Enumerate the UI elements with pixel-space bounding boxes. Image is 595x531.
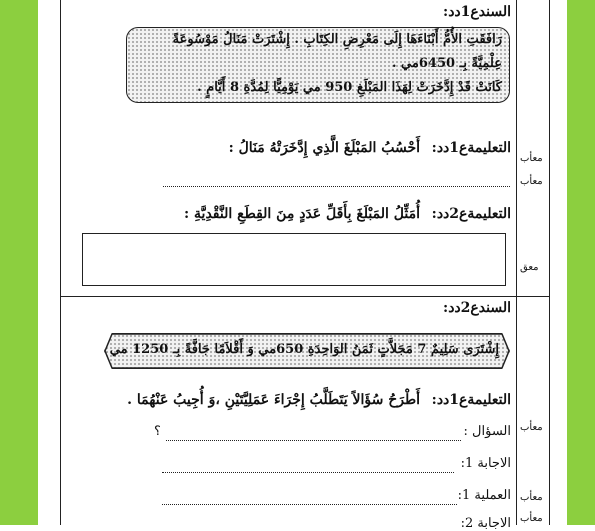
- task1-label: التعليمةع1دد:: [431, 140, 511, 156]
- task3-text: أَطْرَحُ سُؤَالاً يَتَطَلَّبُ إِجْرَاءَ عَمَلِيَّتَيْنِ ،وَ أُجِيبُ عَنْهُمَا .: [127, 392, 420, 408]
- support1-line2: عِلْمِيَّةً بِـ 6450مي .: [392, 56, 502, 71]
- question-mark: ؟: [154, 424, 161, 439]
- grading-margin-line: [516, 0, 517, 525]
- answer1-label: الاجابة 1:: [460, 456, 511, 471]
- margin-score-5: معأب: [520, 492, 543, 503]
- right-green-border: [567, 0, 595, 525]
- support1-line3: كَانَتْ قَدْ إِدَّخَرَتْ لِهَذَا المَبْلَغِ 950 مي يَوْمِيًّا لِمُدَّةِ 8 أَيَّامٍ .: [197, 80, 502, 95]
- operation1-line[interactable]: [162, 504, 457, 505]
- task2-label: التعليمةع2دد:: [431, 206, 511, 222]
- task3-label: التعليمةع1دد:: [431, 392, 511, 408]
- task1-text: أَحْسُبُ المَبْلَغَ الَّذِي إِدَّخَرَتْهُ مَنَالُ :: [228, 140, 420, 156]
- support2-text: إِشْتَرَى سَلِيمٌ 7 مَجَلاَّتٍ ثَمَنُ الوَاحِدَةِ 650مي وَ أَقْلاَمًا جَافَّةً بِـ 1250 مي: [109, 342, 499, 357]
- margin-score-4: معأب: [520, 422, 543, 433]
- margin-score-3: معق: [520, 262, 539, 273]
- support1-title: السندع1دد:: [443, 4, 511, 20]
- task1-answer-line[interactable]: [163, 186, 510, 187]
- operation1-label: العملية 1:: [457, 488, 511, 503]
- answer1-line[interactable]: [162, 472, 454, 473]
- question-line[interactable]: [166, 440, 461, 441]
- margin-score-2: معأب: [520, 176, 543, 187]
- left-green-border: [0, 0, 38, 525]
- question-label: السؤال :: [463, 424, 511, 439]
- margin-score-1: معأب: [520, 153, 543, 164]
- answer2-label: الاجابة 2:: [460, 516, 511, 531]
- support1-line1: رَافَقَتِ الأُمُّ أَبْنَاءَهَا إِلَى مَعْرِضِ الكِتَابِ . إِشْتَرَتْ مَنَالُ مَوْسُوعَةً: [172, 32, 502, 47]
- section-separator: [60, 296, 550, 297]
- task2-answer-box[interactable]: [82, 233, 506, 286]
- support2-title: السندع2دد:: [443, 300, 511, 316]
- task2-text: أُمَثِّلُ المَبْلَغَ بِأَقَلِّ عَدَدٍ مِنَ القِطَعِ النَّقْدِيَّةِ :: [184, 206, 420, 222]
- margin-score-6: معأب: [520, 513, 543, 524]
